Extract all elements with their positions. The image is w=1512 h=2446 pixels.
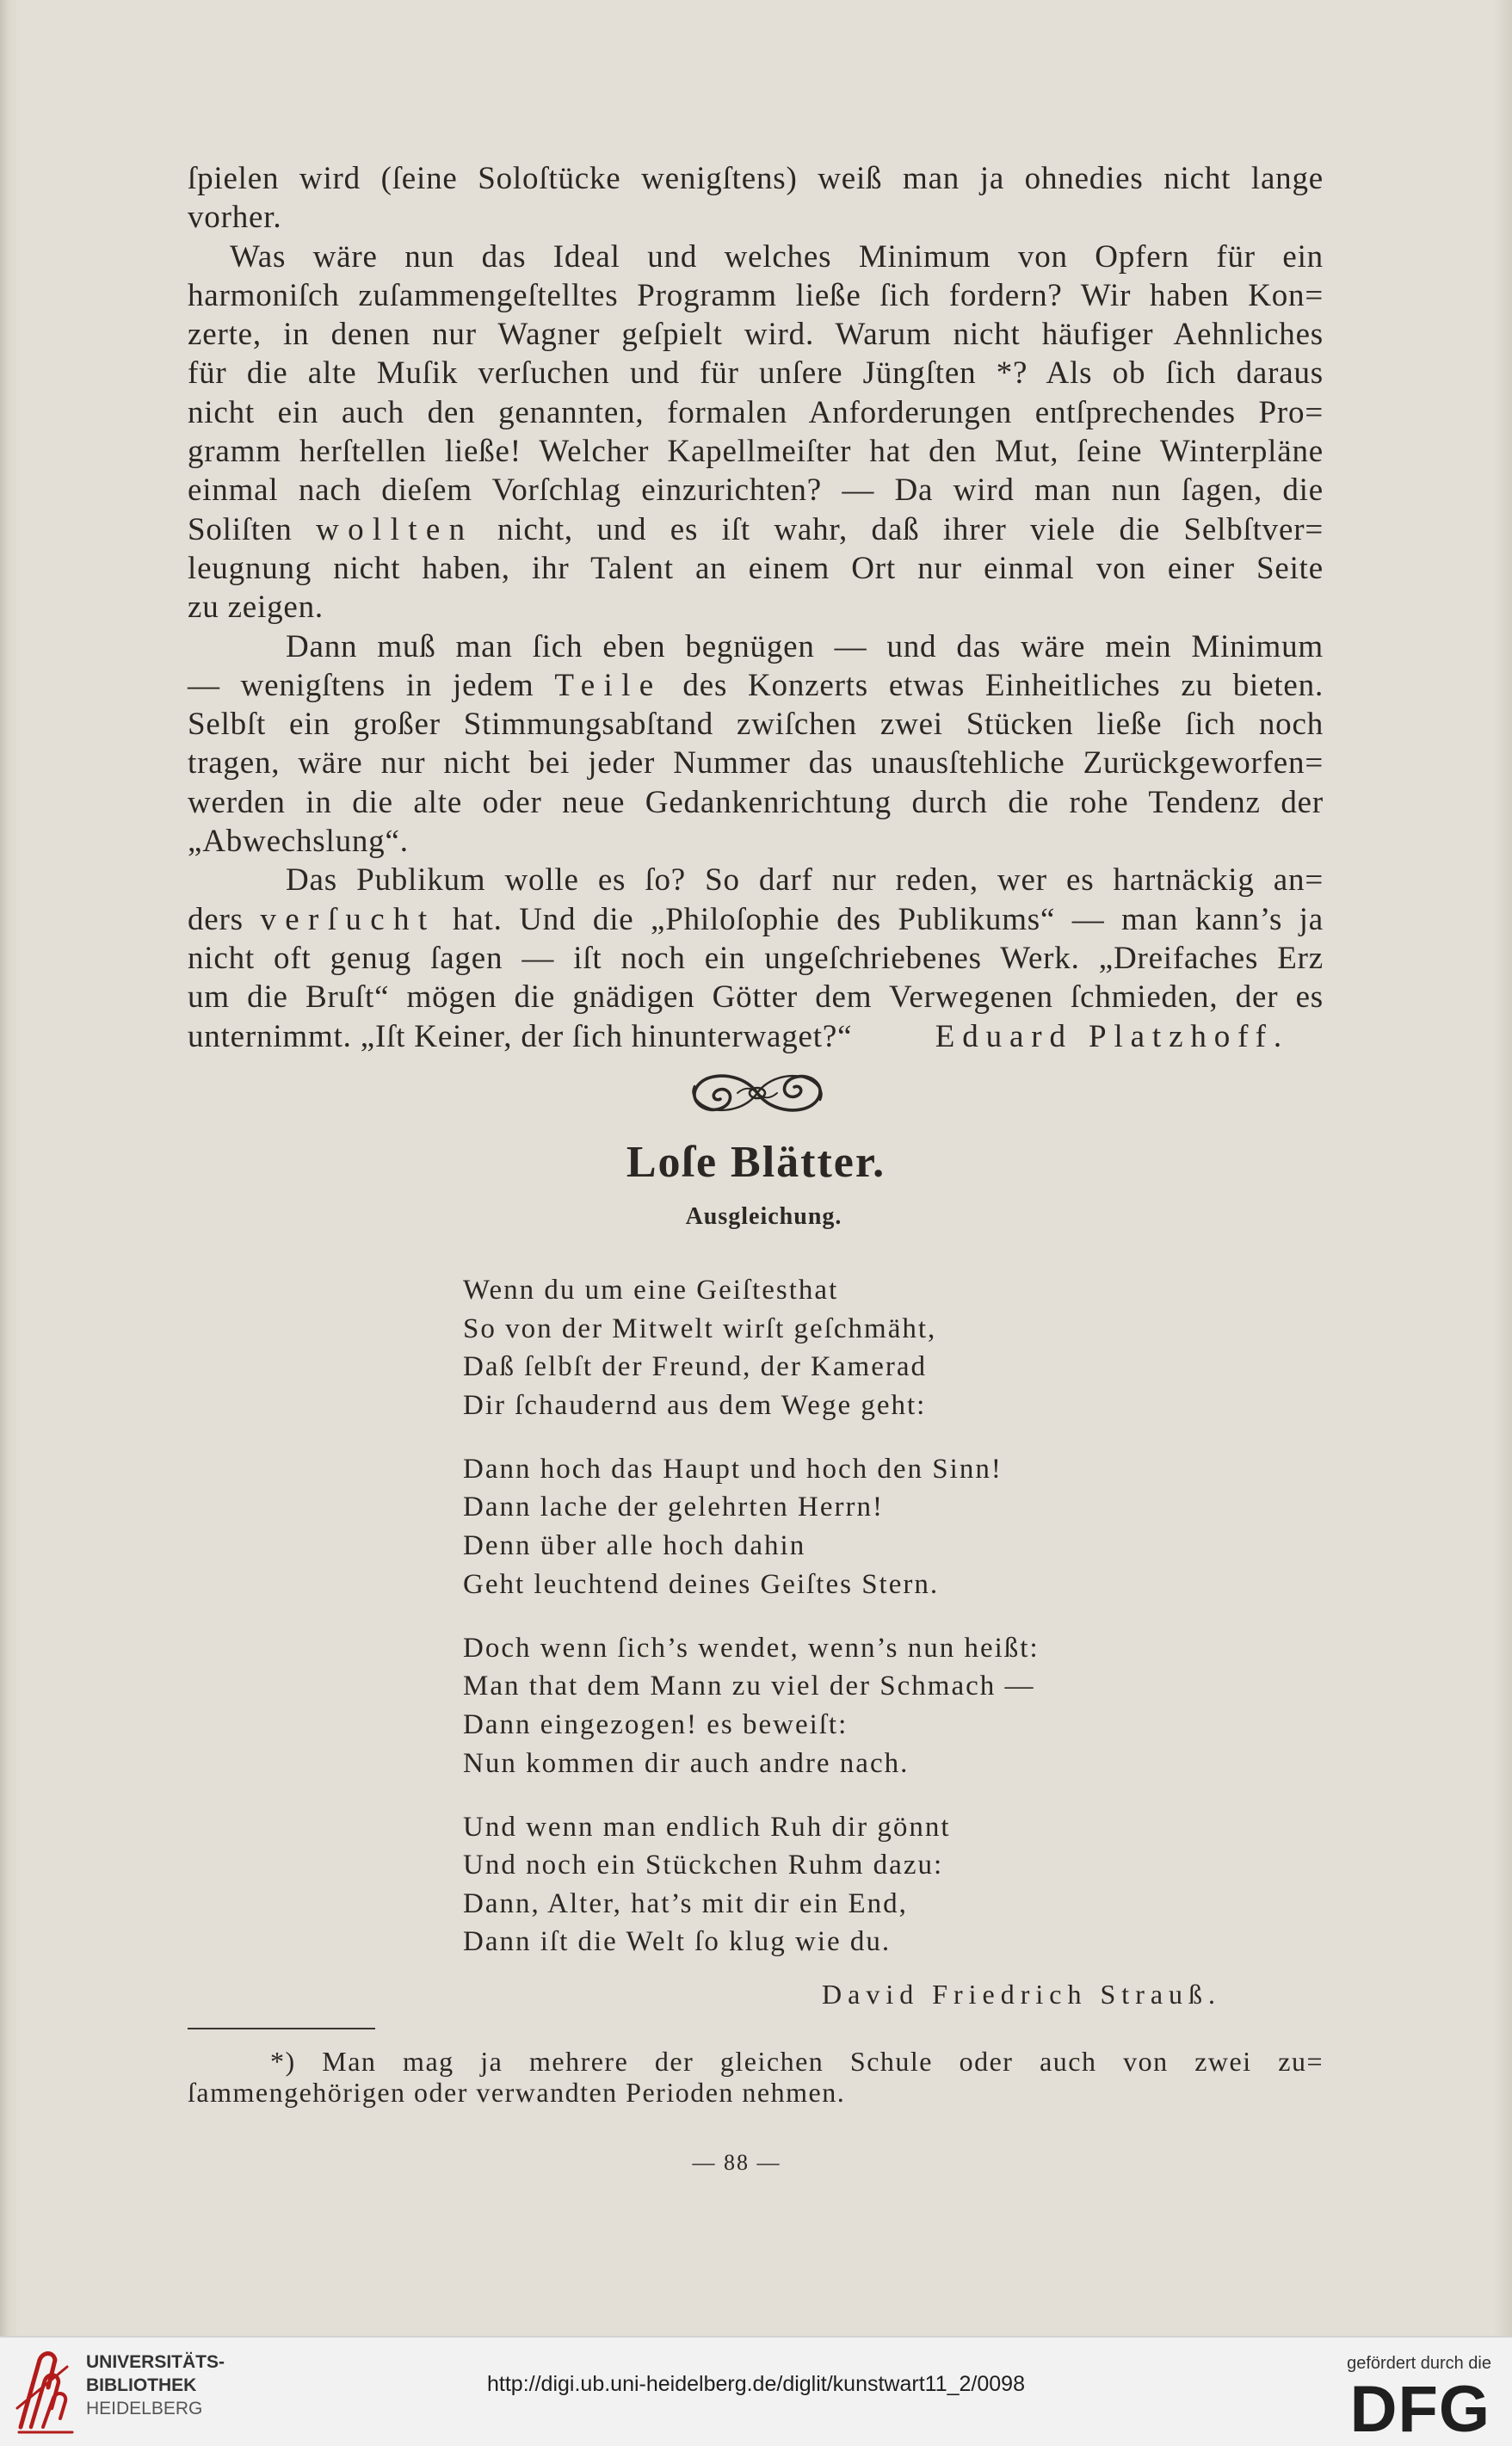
text-line: gramm herſtellen ließe! Welcher Kapellmeiſter hat den Mut, ſeine Winterpläne [188, 434, 1324, 470]
poem-line: Dann, Alter, hat’s mit dir ein End, [463, 1887, 908, 1919]
footnote-line: *) Man mag ja mehrere der gleichen Schule oder auch von zwei zu= [270, 2046, 1324, 2077]
text-line [188, 1017, 1324, 1056]
text-segment: hat. Und die „Philoſophie des Publikums“ — man kann’s ja [435, 901, 1324, 937]
text-line: einmal nach dieſem Vorſchlag einzurichten? — Da wird man nun ſagen, die [188, 473, 1324, 509]
poem-line: So von der Mitwelt wirſt geſchmäht, [463, 1313, 937, 1344]
ornament-divider-icon [684, 1070, 830, 1116]
text-line: um die Bruſt“ mögen die gnädigen Götter dem Verwegenen ſchmieden, der es [188, 979, 1324, 1016]
footnote-rule [188, 2028, 375, 2029]
text-line [188, 666, 1324, 705]
poem-line: Daß ſelbſt der Freund, der Kamerad [463, 1351, 927, 1383]
poem-stanza [463, 1629, 1040, 1782]
text-line: vorher. [188, 200, 282, 236]
poem-line: Dann lache der gelehrten Herrn! [463, 1492, 884, 1523]
text-line: zerte, in denen nur Wagner geſpielt wird. Warum nicht häufiger Aehnliches [188, 317, 1324, 353]
article-body [188, 159, 1324, 1056]
permalink-url: http://digi.ub.uni-heidelberg.de/diglit/kunstwart11_2/0098 [487, 2372, 1025, 2396]
poem [463, 1271, 1040, 1987]
poem-line: Man that dem Mann zu viel der Schmach — [463, 1671, 1035, 1702]
dfg-logo: DFG [1349, 2373, 1490, 2446]
text-line: nicht ein auch den genannten, formalen Anforderungen entſprechendes Pro= [188, 394, 1324, 430]
footnote-line: ſammengehörigen oder verwandten Perioden nehmen. [188, 2077, 846, 2108]
poem-title: Ausgleichung. [685, 1203, 842, 1230]
poem-line: Dann hoch das Haupt und hoch den Sinn! [463, 1453, 1003, 1485]
section-title: Loſe Blätter. [626, 1138, 886, 1187]
poem-line: Geht leuchtend deines Geiſtes Stern. [463, 1568, 940, 1600]
library-name-line: HEIDELBERG [86, 2399, 203, 2418]
text-line: Was wäre nun das Ideal und welches Minimum von Opfern für ein [230, 238, 1324, 275]
article-author: Eduard Platzhoff. [935, 1018, 1289, 1054]
poem-stanza [463, 1450, 1040, 1603]
spaced-text: verſucht [260, 901, 436, 937]
text-segment: ders [188, 901, 261, 937]
footer-bar [0, 2336, 1512, 2446]
poem-line: Dann iſt die Welt ſo klug wie du. [463, 1926, 892, 1958]
poem-line: Denn über alle hoch dahin [463, 1530, 806, 1562]
poem-stanza [463, 1271, 1040, 1424]
text-line: Das Publikum wolle es ſo? So darf nur reden, wer es hartnäckig an= [286, 862, 1324, 899]
spaced-text: wollten [315, 511, 474, 547]
text-line: für die alte Muſik verſuchen und für unſere Jüngſten *? Als ob ſich daraus [188, 355, 1324, 392]
library-name-line: BIBLIOTHEK [86, 2375, 197, 2395]
poem-author: David Friedrich Strauß. [822, 1979, 1222, 2010]
poem-line: Dir ſchaudernd aus dem Wege geht: [463, 1389, 927, 1421]
text-line: zu zeigen. [188, 590, 324, 626]
text-line: Dann muß man ſich eben begnügen — und das wäre mein Minimum [286, 628, 1324, 664]
text-segment: — wenigſtens in jedem [188, 667, 555, 703]
text-segment: nicht, und es iſt wahr, daß ihrer viele die Selbſtver= [473, 511, 1324, 547]
poem-line: Und wenn man endlich Ruh dir gönnt [463, 1811, 951, 1843]
text-line: „Abwechslung“. [188, 824, 409, 860]
library-name-line: UNIVERSITÄTS- [86, 2352, 225, 2372]
poem-line: Doch wenn ſich’s wendet, wenn’s nun heißt: [463, 1632, 1040, 1664]
poem-stanza [463, 1808, 1040, 1961]
text-line: ſpielen wird (ſeine Soloſtücke wenigſtens) weiß man ja ohnedies nicht lange [188, 161, 1324, 196]
page-number: — 88 — [692, 2150, 781, 2175]
text-line [188, 510, 1324, 549]
text-line: tragen, wäre nur nicht bei jeder Nummer das unausſtehliche Zurückgeworfen= [188, 745, 1324, 781]
text-line: Selbſt ein großer Stimmungsabſtand zwiſchen zwei Stücken ließe ſich noch [188, 707, 1324, 743]
text-line [188, 900, 1324, 939]
poem-line: Wenn du um eine Geiſtesthat [463, 1275, 839, 1306]
spaced-text: Teile [554, 667, 663, 703]
text-line: nicht oft genug ſagen — iſt noch ein ungeſchriebenes Werk. „Dreifaches Erz [188, 940, 1324, 976]
text-line: harmoniſch zuſammengeſtelltes Programm ließe ſich fordern? Wir haben Kon= [188, 277, 1324, 313]
poem-line: Dann eingezogen! es beweiſt: [463, 1708, 849, 1740]
text-line: leugnung nicht haben, ihr Talent an einem Ort nur einmal von einer Seite [188, 550, 1324, 586]
text-segment: des Konzerts etwas Einheitliches zu bieten. [662, 667, 1324, 703]
poem-line: Und noch ein Stückchen Ruhm dazu: [463, 1850, 944, 1881]
poem-line: Nun kommen dir auch andre nach. [463, 1747, 910, 1779]
footnote [188, 2046, 1324, 2108]
text-segment: Soliſten [188, 511, 316, 547]
text-segment: unternimmt. „Iſt Keiner, der ſich hinunterwaget?“ [188, 1018, 853, 1054]
funder-caption: gefördert durch die [1347, 2354, 1491, 2373]
text-line: werden in die alte oder neue Gedankenrichtung durch die rohe Tendenz der [188, 784, 1324, 820]
